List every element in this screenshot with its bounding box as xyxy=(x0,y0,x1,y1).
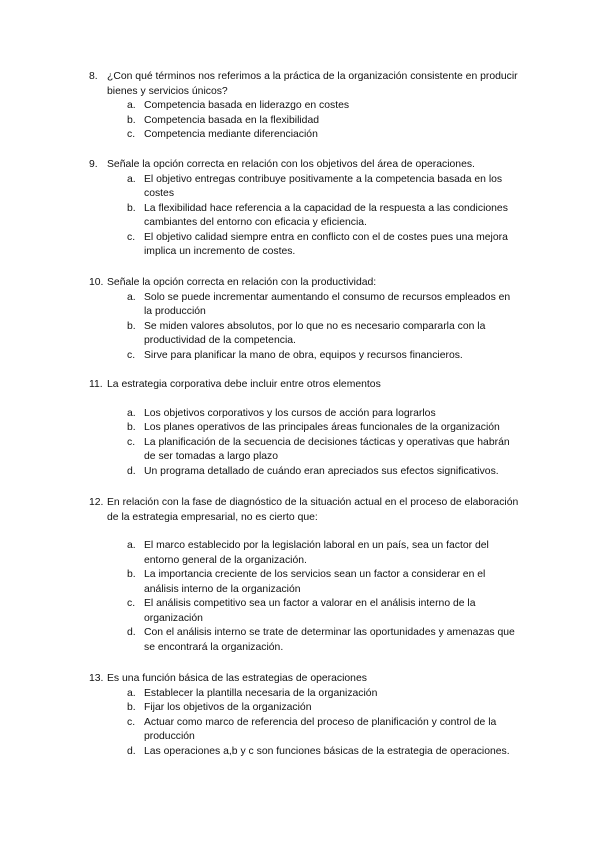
option-letter: a. xyxy=(127,687,136,699)
question-stem xyxy=(89,496,521,525)
option-letter: a. xyxy=(127,173,136,185)
option-letter: c. xyxy=(127,231,136,243)
option-b xyxy=(89,701,521,716)
option-a xyxy=(89,407,521,422)
option-c xyxy=(89,436,521,465)
question-8 xyxy=(89,70,521,143)
option-b xyxy=(89,202,521,231)
option-b xyxy=(89,568,521,597)
question-number: 12. xyxy=(89,497,104,508)
option-d xyxy=(89,626,521,655)
option-letter: a. xyxy=(127,540,136,551)
option-letter: c. xyxy=(127,349,136,361)
option-letter: b. xyxy=(127,202,136,214)
option-letter: b. xyxy=(127,702,136,713)
option-a xyxy=(89,99,521,114)
option-text: Las operaciones a,b y c son funciones básicas de la estrategia de operaciones. xyxy=(144,745,510,757)
option-letter: b. xyxy=(127,320,136,332)
option-letter: c. xyxy=(127,716,136,728)
question-number: 13. xyxy=(89,673,104,684)
option-text: Actuar como marco de referencia del proceso de planificación y control de la producción xyxy=(144,716,497,742)
option-text: Con el análisis interno se trate de determinar las oportunidades y amenazas que se encontrará la organización. xyxy=(144,627,515,653)
option-text: Un programa detallado de cuándo eran apreciados sus efectos significativos. xyxy=(144,465,499,477)
option-text: Competencia basada en liderazgo en costes xyxy=(144,100,350,111)
option-text: Solo se puede incrementar aumentando el consumo de recursos empleados en la producción xyxy=(144,291,511,317)
question-number: 8. xyxy=(89,71,98,82)
option-list xyxy=(89,99,521,143)
option-letter: a. xyxy=(127,407,136,419)
question-13 xyxy=(89,672,521,759)
option-letter: b. xyxy=(127,114,136,126)
question-stem xyxy=(89,672,521,687)
option-d xyxy=(89,465,521,480)
option-a xyxy=(89,539,521,568)
option-b xyxy=(89,114,521,129)
option-text: Sirve para planificar la mano de obra, equipos y recursos financieros. xyxy=(144,349,463,361)
option-text: Los planes operativos de las principales áreas funcionales de la organización xyxy=(144,422,500,433)
option-c xyxy=(89,597,521,626)
option-letter: d. xyxy=(127,627,136,638)
question-9 xyxy=(89,158,521,260)
option-text: Establecer la plantilla necesaria de la organización xyxy=(144,687,378,699)
question-number: 9. xyxy=(89,159,98,170)
option-b xyxy=(89,320,521,349)
question-text: Es una función básica de las estrategias de operaciones xyxy=(107,673,367,684)
option-letter: b. xyxy=(127,569,136,580)
option-letter: d. xyxy=(127,465,136,477)
option-c xyxy=(89,231,521,260)
option-list xyxy=(89,291,521,364)
option-text: Los objetivos corporativos y los cursos de acción para lograrlos xyxy=(144,407,436,419)
option-text: La importancia creciente de los servicios sean un factor a considerar en el análisis interno de la organización xyxy=(144,569,486,595)
option-text: El objetivo calidad siempre entra en conflicto con el de costes pues una mejora implica un incremento de costes. xyxy=(144,231,508,257)
option-text: La planificación de la secuencia de decisiones tácticas y operativas que habrán de ser tomadas a largo plazo xyxy=(144,436,510,462)
option-letter: a. xyxy=(127,291,136,303)
option-b xyxy=(89,421,521,436)
question-stem xyxy=(89,276,521,291)
question-text: En relación con la fase de diagnóstico de la situación actual en el proceso de elaboración de la estrategia empresarial, no es cierto que: xyxy=(107,497,519,523)
option-letter: a. xyxy=(127,100,136,111)
question-text: La estrategia corporativa debe incluir entre otros elementos xyxy=(107,379,381,390)
option-d xyxy=(89,745,521,760)
option-a xyxy=(89,291,521,320)
question-12 xyxy=(89,496,521,655)
option-letter: b. xyxy=(127,422,136,433)
option-text: Competencia mediante diferenciación xyxy=(144,129,318,140)
option-text: La flexibilidad hace referencia a la capacidad de la respuesta a las condiciones cambiantes del entorno con eficacia y eficiencia. xyxy=(144,202,508,228)
question-text: ¿Con qué términos nos referimos a la práctica de la organización consistente en producir bienes y servicios únicos? xyxy=(107,71,518,97)
question-10 xyxy=(89,276,521,363)
option-text: Fijar los objetivos de la organización xyxy=(144,702,312,713)
option-list xyxy=(89,173,521,260)
option-letter: c. xyxy=(127,129,136,140)
option-list xyxy=(89,407,521,480)
option-letter: d. xyxy=(127,745,136,757)
option-c xyxy=(89,128,521,143)
question-text: Señale la opción correcta en relación con la productividad: xyxy=(107,277,377,288)
question-stem xyxy=(89,70,521,99)
option-c xyxy=(89,716,521,745)
option-text: Competencia basada en la flexibilidad xyxy=(144,114,320,126)
option-a xyxy=(89,173,521,202)
question-number: 11. xyxy=(89,379,103,390)
question-text: Señale la opción correcta en relación con los objetivos del área de operaciones. xyxy=(107,159,475,170)
option-list xyxy=(89,687,521,760)
option-c xyxy=(89,349,521,364)
option-letter: c. xyxy=(127,598,136,609)
option-letter: c. xyxy=(127,436,136,448)
question-stem xyxy=(89,378,521,393)
option-text: El análisis competitivo sea un factor a valorar en el análisis interno de la organización xyxy=(144,598,476,624)
option-text: El marco establecido por la legislación laboral en un país, sea un factor del entorno general de la organización. xyxy=(144,540,489,566)
question-number: 10. xyxy=(89,277,104,288)
option-list xyxy=(89,539,521,655)
option-a xyxy=(89,687,521,702)
question-stem xyxy=(89,158,521,173)
question-11 xyxy=(89,378,521,479)
option-text: Se miden valores absolutos, por lo que no es necesario compararla con la productividad de la competencia. xyxy=(144,320,486,346)
option-text: El objetivo entregas contribuye positivamente a la competencia basada en los costes xyxy=(144,173,503,199)
